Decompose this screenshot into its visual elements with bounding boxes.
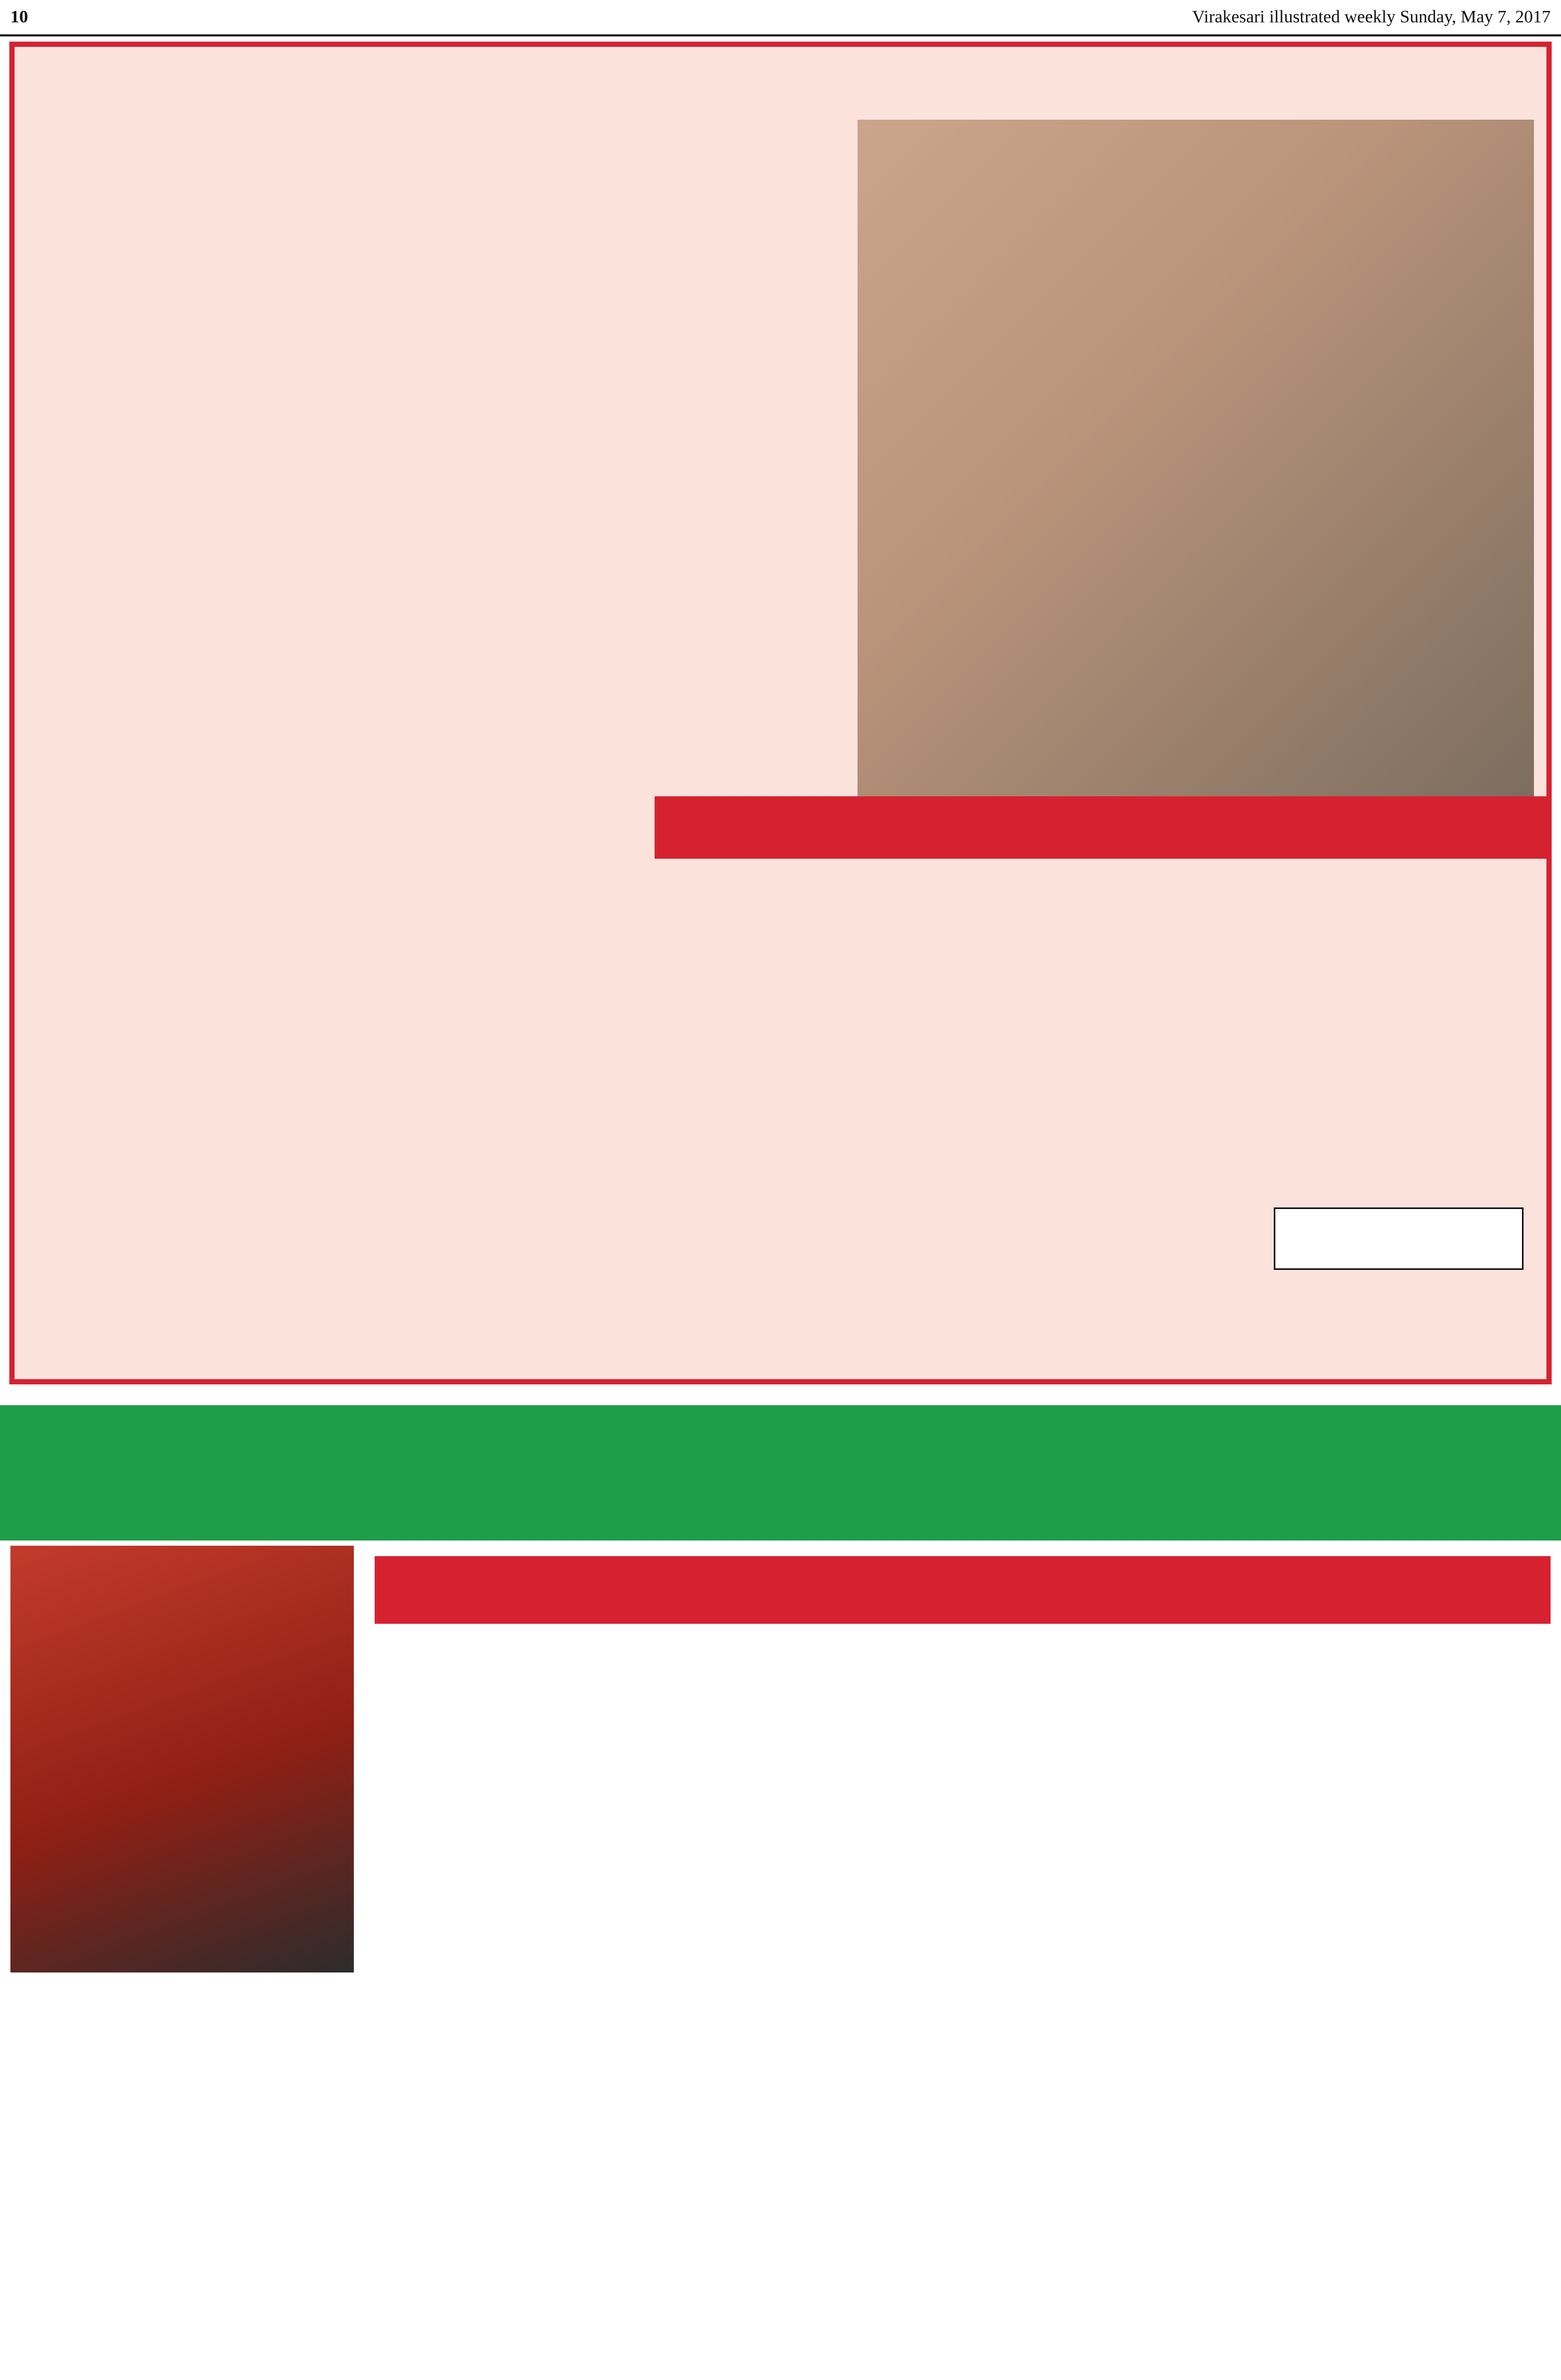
interview-article (9, 42, 1552, 1384)
article2-body (375, 1676, 1551, 2373)
interviewee-photo (858, 120, 1534, 807)
interview-credits (1274, 1207, 1524, 1270)
page-header (0, 0, 1561, 36)
article2-body-left (10, 1978, 354, 2373)
page-number: 10 (10, 7, 28, 27)
article-body-bottom (35, 859, 1534, 1353)
article2-banner (0, 1405, 1561, 1541)
article2-subheadline (375, 1556, 1551, 1624)
article-subheadline (655, 796, 1550, 859)
speaker-photo (10, 1546, 354, 1972)
article2-byline (375, 1629, 1551, 1671)
publication-date: Virakesari illustrated weekly Sunday, May 7, 2017 (1192, 7, 1551, 27)
